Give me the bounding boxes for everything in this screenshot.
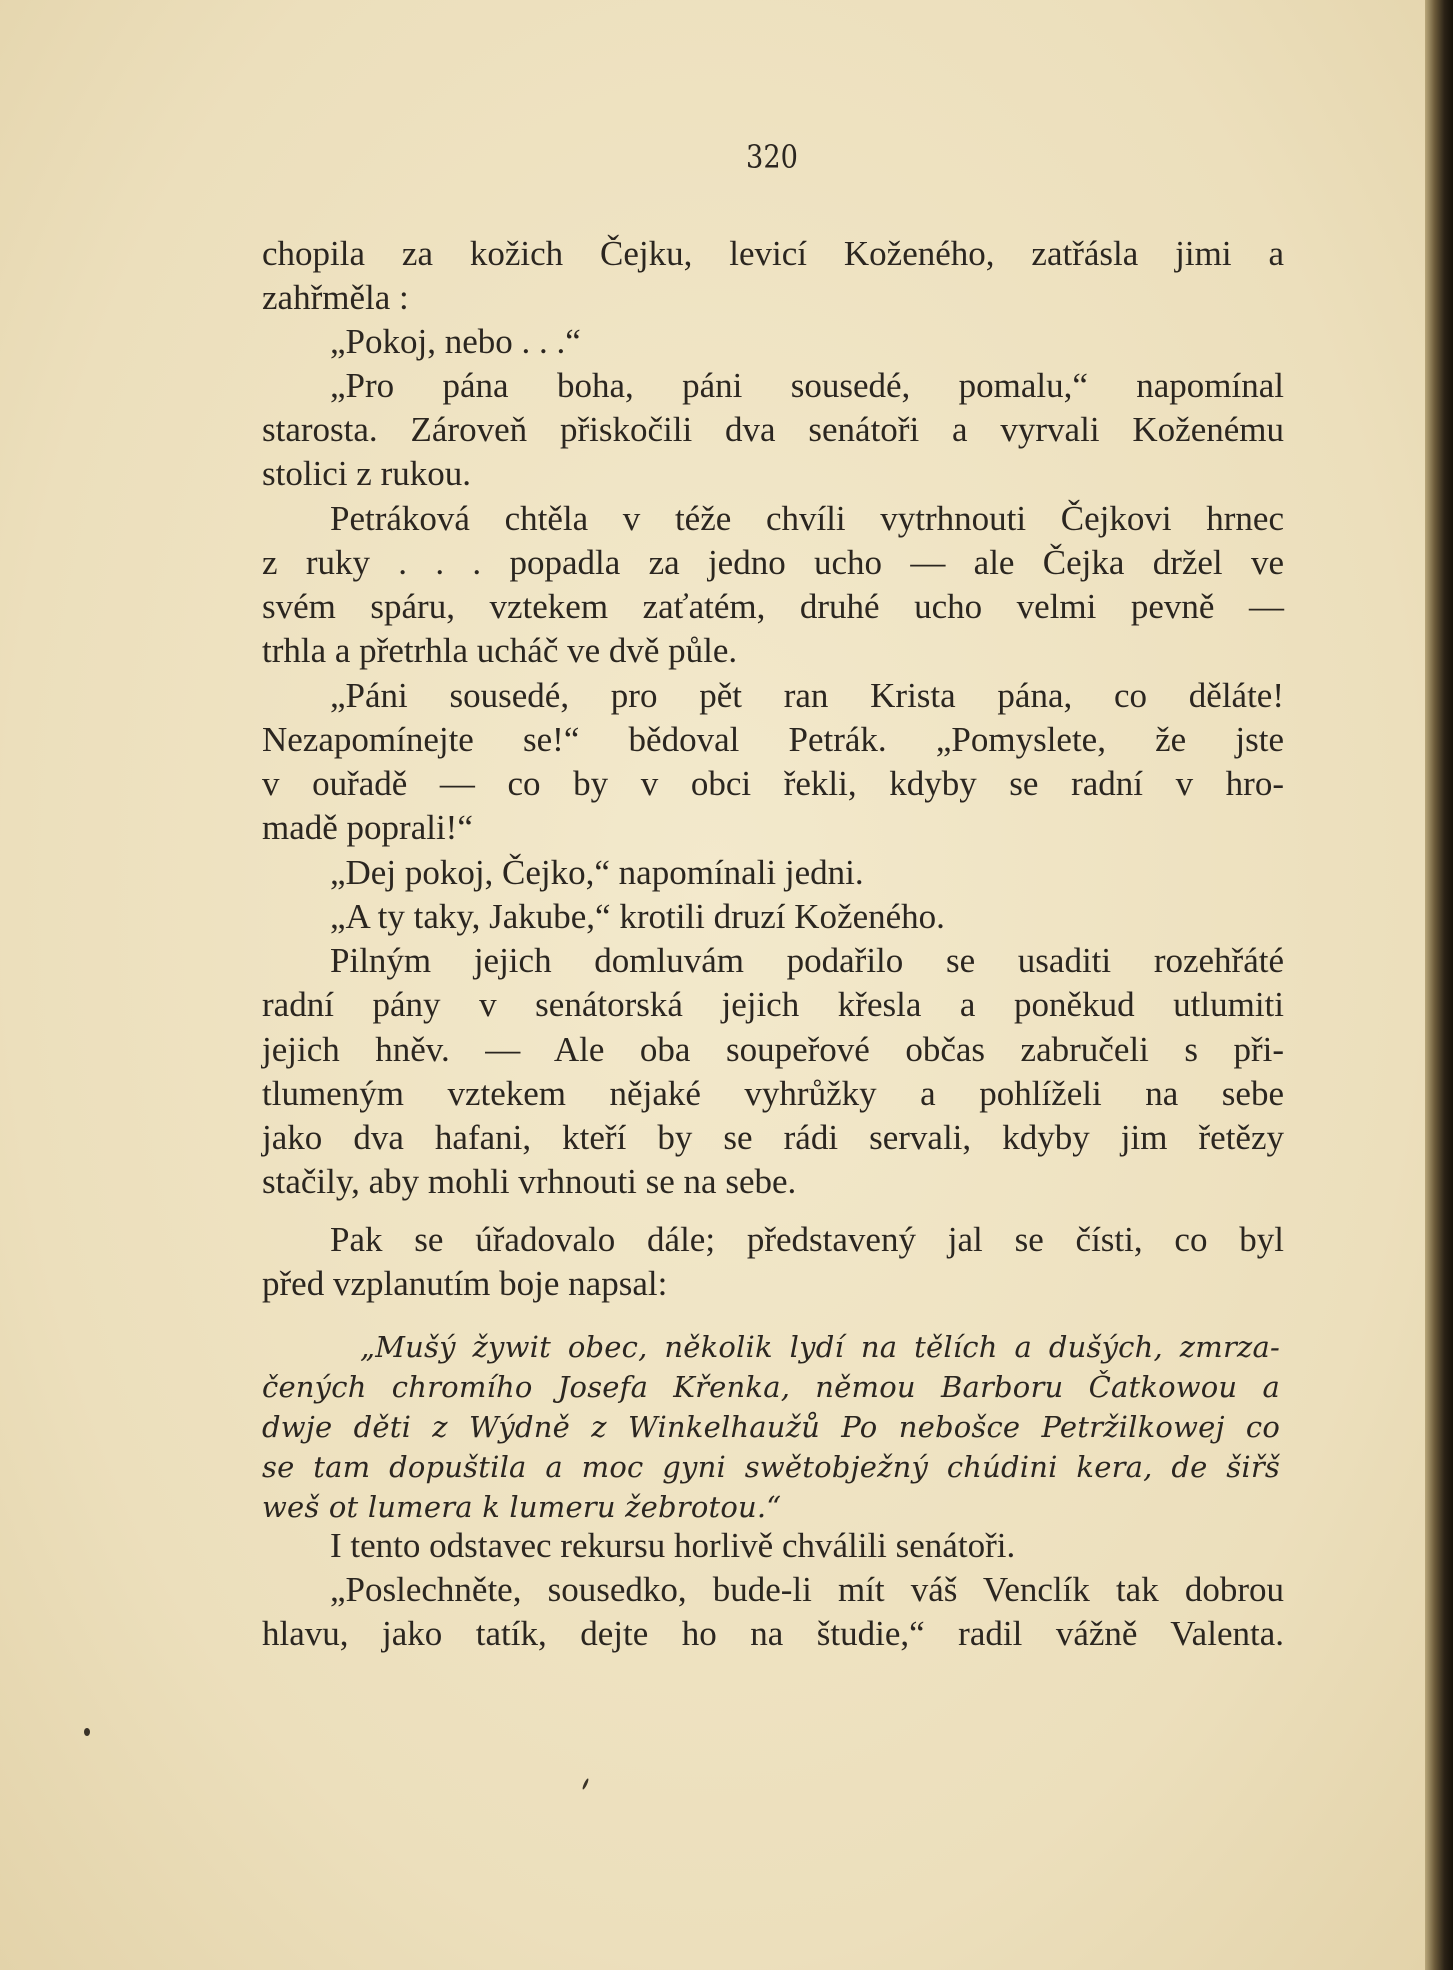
quote-line: „Mušý žywit obec, několik lydí na tělích a dušých, zmrza- <box>360 1330 1280 1364</box>
quote-line: weš ot lumera k lumeru žebrotou.“ <box>262 1490 782 1524</box>
quote-line: čených chromího Josefa Křenka, němou Barboru Čatkowou a <box>262 1370 1280 1404</box>
text-line: „Pokoj, nebo . . .“ <box>330 322 581 361</box>
text-line: tlumeným vztekem nějaké vyhrůžky a pohlíželi na sebe <box>262 1074 1284 1113</box>
book-spine-edge <box>1425 0 1453 1970</box>
paper-speck <box>582 1778 590 1790</box>
text-line: radní pány v senátorská jejich křesla a poněkud utlumiti <box>262 985 1284 1024</box>
text-line: Nezapomínejte se!“ bědoval Petrák. „Pomyslete, že jste <box>262 720 1284 759</box>
text-line: hlavu, jako tatík, dejte ho na študie,“ radil vážně Valenta. <box>262 1614 1284 1653</box>
text-line: „Dej pokoj, Čejko,“ napomínali jedni. <box>330 853 864 892</box>
text-line: chopila za kožich Čejku, levicí Koženého, zatřásla jimi a <box>262 234 1284 273</box>
text-line: „Pro pána boha, páni sousedé, pomalu,“ napomínal <box>330 366 1284 405</box>
text-line: „A ty taky, Jakube,“ krotili druzí Koženého. <box>330 897 945 936</box>
text-line: madě poprali!“ <box>262 808 473 847</box>
quote-line: se tam dopuštila a moc gyni swětobježný chúdini kera, de šiřš <box>262 1450 1280 1484</box>
page-number: 320 <box>746 138 798 176</box>
text-line: Pak se úřadovalo dále; představený jal se čísti, co byl <box>330 1220 1284 1259</box>
text-line: I tento odstavec rekursu horlivě chválili senátoři. <box>330 1526 1016 1565</box>
text-line: před vzplanutím boje napsal: <box>262 1264 668 1303</box>
text-line: trhla a přetrhla ucháč ve dvě půle. <box>262 631 738 670</box>
paper-speck <box>84 1728 90 1736</box>
text-line: stolici z rukou. <box>262 454 471 493</box>
text-line: Pilným jejich domluvám podařilo se usaditi rozehřáté <box>330 941 1284 980</box>
text-line: Petráková chtěla v téže chvíli vytrhnouti Čejkovi hrnec <box>330 499 1284 538</box>
text-line: zahřměla : <box>262 278 409 317</box>
text-line: stačily, aby mohli vrhnouti se na sebe. <box>262 1162 797 1201</box>
text-line: starosta. Zároveň přiskočili dva senátoři a vyrvali Koženému <box>262 410 1284 449</box>
text-line: v ouřadě — co by v obci řekli, kdyby se radní v hro- <box>262 764 1284 803</box>
text-line: svém spáru, vztekem zaťatém, druhé ucho velmi pevně — <box>262 587 1284 626</box>
quote-line: dwje děti z Wýdně z Winkelhaužů Po nebošce Petržilkowej co <box>262 1410 1280 1444</box>
text-line: „Páni sousedé, pro pět ran Krista pána, co děláte! <box>330 676 1284 715</box>
text-line: „Poslechněte, sousedko, bude-li mít váš Venclík tak dobrou <box>330 1570 1284 1609</box>
text-line: z ruky . . . popadla za jedno ucho — ale Čejka držel ve <box>262 543 1284 582</box>
text-line: jako dva hafani, kteří by se rádi servali, kdyby jim řetězy <box>262 1118 1284 1157</box>
text-line: jejich hněv. — Ale oba soupeřové občas zabručeli s při- <box>262 1030 1284 1069</box>
